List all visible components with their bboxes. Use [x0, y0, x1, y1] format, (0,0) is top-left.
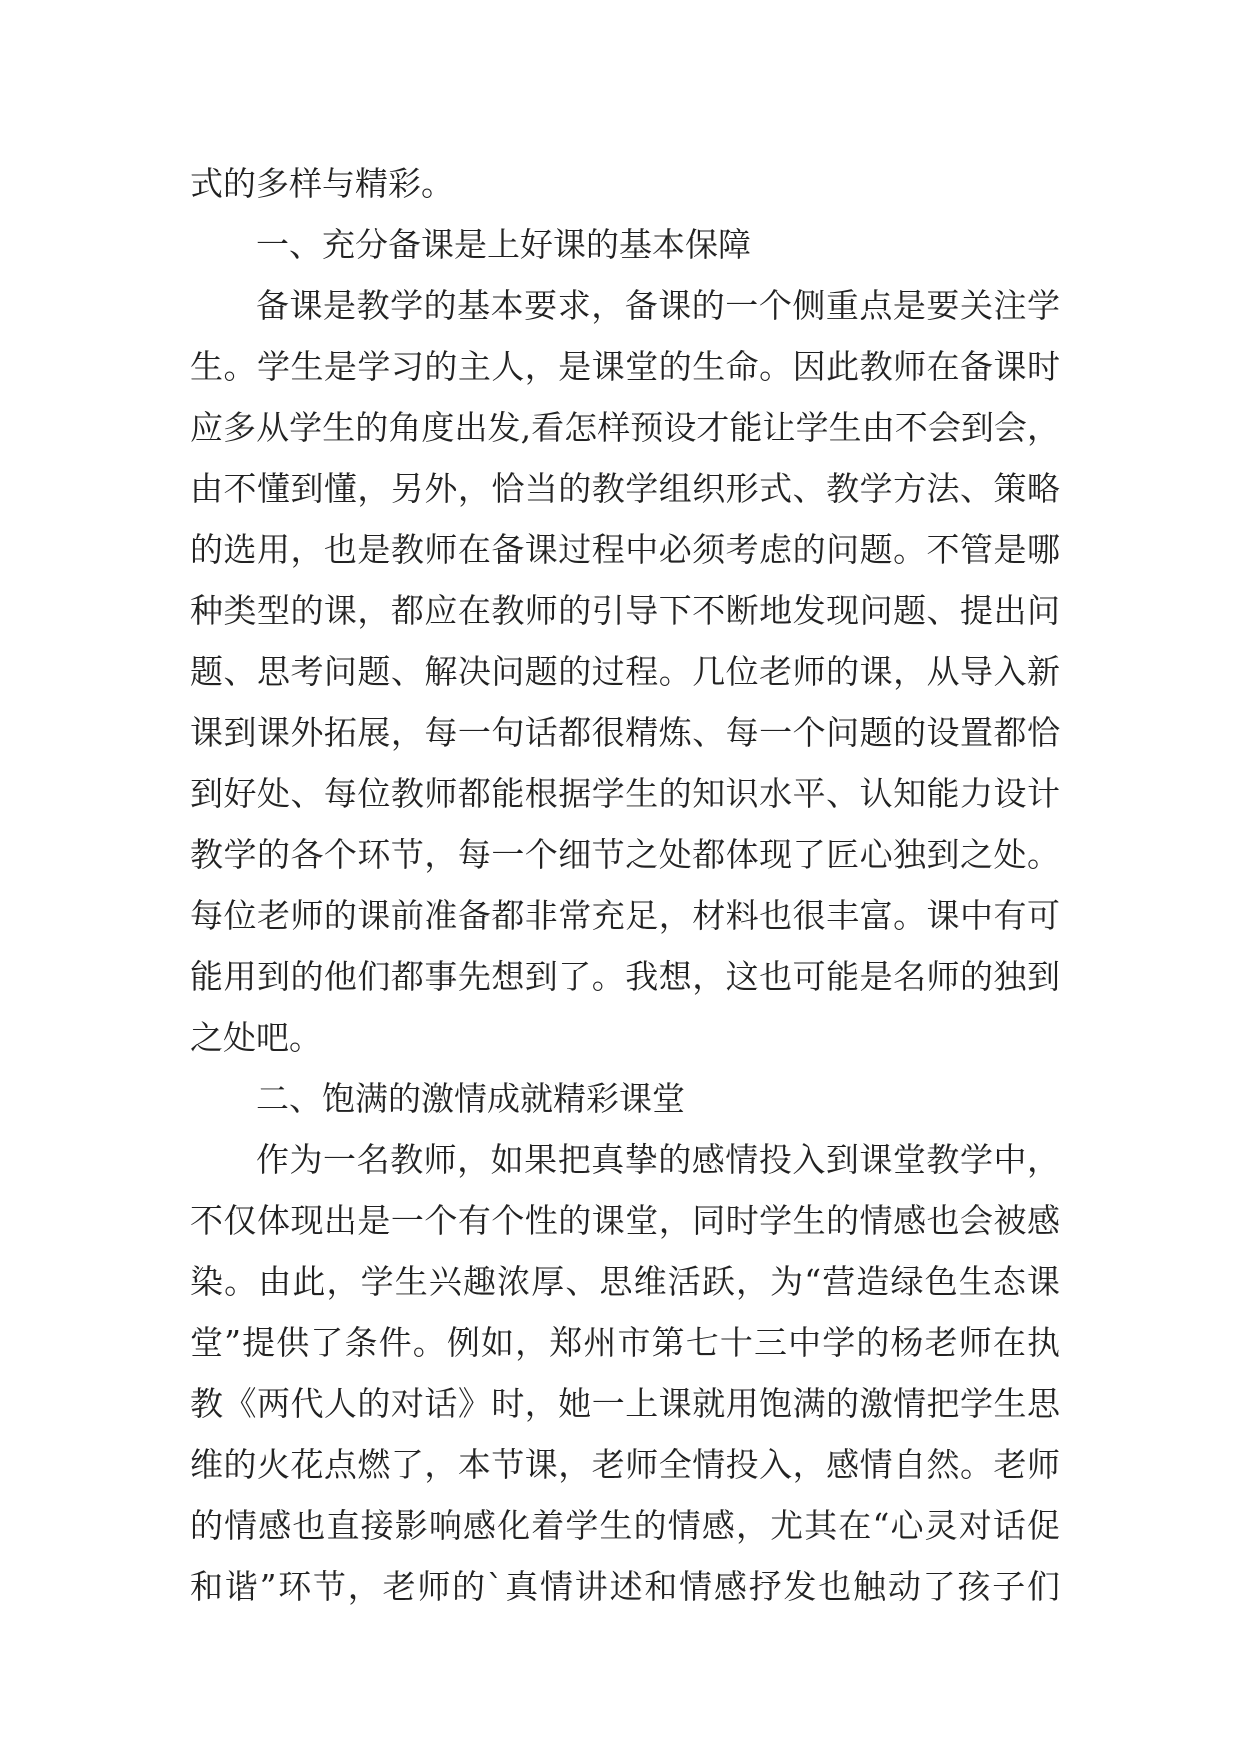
section-heading: 二、饱满的激情成就精彩课堂 [256, 1079, 685, 1118]
text-line: 教《两代人的对话》时，她一上课就用饱满的激情把学生思 [190, 1384, 1060, 1423]
body-text [190, 153, 1060, 1617]
text-line: 维的火花点燃了，本节课，老师全情投入，感情自然。老师 [190, 1445, 1060, 1484]
text-line: 课到课外拓展，每一句话都很精炼、每一个问题的设置都恰 [190, 713, 1060, 752]
text-line: 每位老师的课前准备都非常充足，材料也很丰富。课中有可 [190, 896, 1060, 935]
text-line: 由不懂到懂，另外，恰当的教学组织形式、教学方法、策略 [190, 469, 1060, 508]
text-line: 染。由此，学生兴趣浓厚、思维活跃，为“营造绿色生态课 [190, 1262, 1060, 1301]
text-line: 教学的各个环节，每一个细节之处都体现了匠心独到之处。 [190, 835, 1060, 874]
text-line: 作为一名教师，如果把真挚的感情投入到课堂教学中， [256, 1140, 1060, 1179]
text-line: 式的多样与精彩。 [190, 164, 454, 203]
text-line: 题、思考问题、解决问题的过程。几位老师的课，从导入新 [190, 652, 1060, 691]
section-heading: 一、充分备课是上好课的基本保障 [256, 225, 751, 264]
text-line: 生。学生是学习的主人，是课堂的生命。因此教师在备课时 [190, 347, 1060, 386]
text-line: 的选用，也是教师在备课过程中必须考虑的问题。不管是哪 [190, 530, 1060, 569]
text-line: 之处吧。 [190, 1018, 322, 1057]
text-line: 备课是教学的基本要求，备课的一个侧重点是要关注学 [256, 286, 1060, 325]
text-line: 能用到的他们都事先想到了。我想，这也可能是名师的独到 [190, 957, 1060, 996]
text-line: 应多从学生的角度出发,看怎样预设才能让学生由不会到会， [190, 408, 1060, 447]
text-line: 到好处、每位教师都能根据学生的知识水平、认知能力设计 [190, 774, 1060, 813]
text-line: 堂”提供了条件。例如，郑州市第七十三中学的杨老师在执 [190, 1323, 1060, 1362]
text-line: 种类型的课，都应在教师的引导下不断地发现问题、提出问 [190, 591, 1060, 630]
text-line: 和谐”环节，老师的`真情讲述和情感抒发也触动了孩子们 [190, 1567, 1060, 1606]
text-line: 不仅体现出是一个有个性的课堂，同时学生的情感也会被感 [190, 1201, 1060, 1240]
text-line: 的情感也直接影响感化着学生的情感，尤其在“心灵对话促 [190, 1506, 1060, 1545]
